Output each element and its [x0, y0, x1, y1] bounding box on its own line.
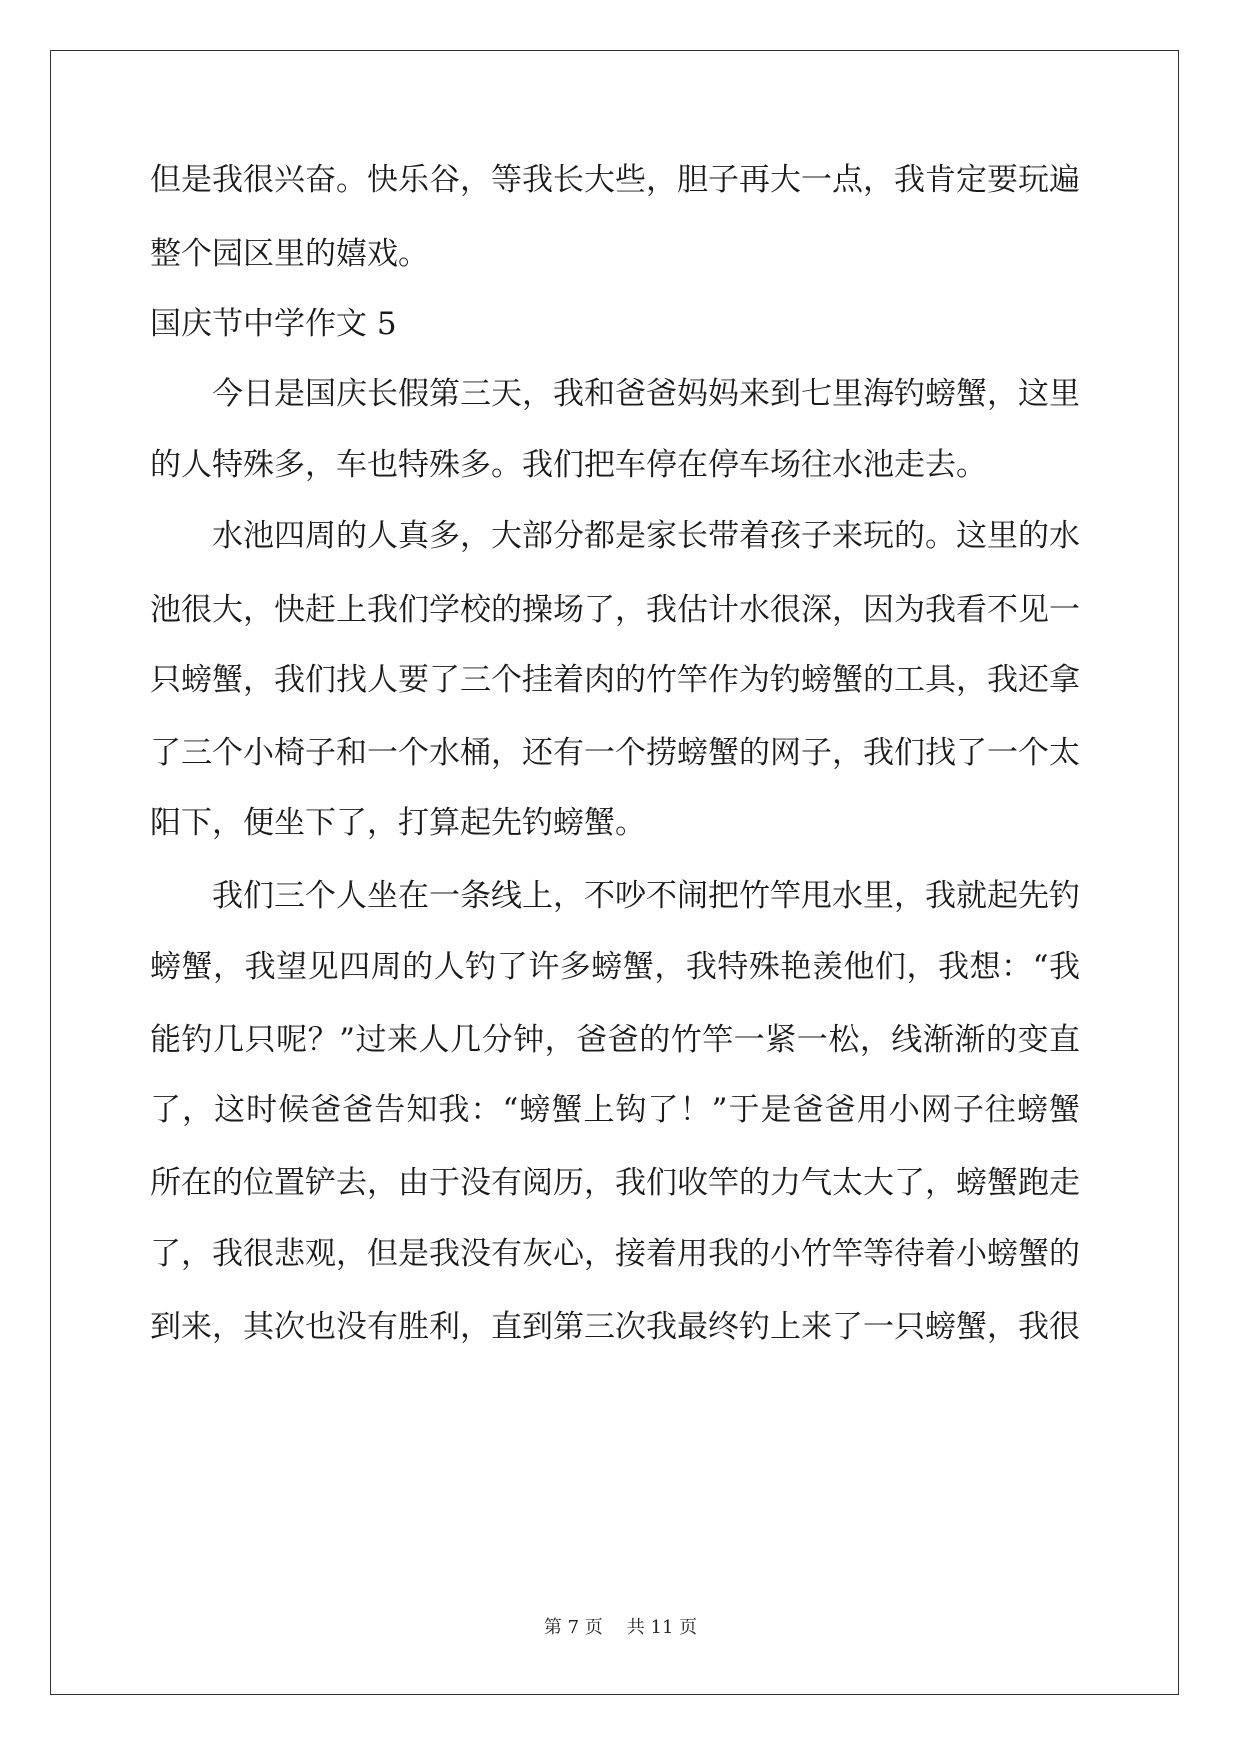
text-line: 整个园区里的嬉戏。	[150, 236, 429, 272]
page-total: 共 11 页	[626, 1617, 698, 1638]
text-line: 所在的位置铲去，由于没有阅历，我们收竿的力气太大了，螃蟹跑走	[150, 1165, 1080, 1201]
text-line: 只螃蟹，我们找人要了三个挂着肉的竹竿作为钓螃蟹的工具，我还拿	[150, 662, 1080, 698]
text-line: 了，我很悲观，但是我没有灰心，接着用我的小竹竿等待着小螃蟹的	[150, 1236, 1080, 1272]
text-line: 到来，其次也没有胜利，直到第三次我最终钓上来了一只螃蟹，我很	[150, 1309, 1080, 1345]
paragraph-start-line: 水池四周的人真多，大部分都是家长带着孩子来玩的。这里的水	[212, 518, 1080, 554]
text-line: 池很大，快赶上我们学校的操场了，我估计水很深，因为我看不见一	[150, 592, 1080, 628]
page-border	[50, 50, 1179, 1695]
text-line: 阳下，便坐下了，打算起先钓螃蟹。	[150, 805, 646, 841]
text-line: 但是我很兴奋。快乐谷，等我长大些，胆子再大一点，我肯定要玩遍	[150, 162, 1080, 198]
text-line: 了三个小椅子和一个水桶，还有一个捞螃蟹的网子，我们找了一个太	[150, 735, 1080, 771]
text-line: 螃蟹，我望见四周的人钓了许多螃蟹，我特殊艳羡他们，我想：“我	[150, 949, 1080, 985]
text-line: 的人特殊多，车也特殊多。我们把车停在停车场往水池走去。	[150, 447, 987, 483]
page-number: 第 7 页	[543, 1617, 603, 1638]
section-heading: 国庆节中学作文 5	[150, 306, 397, 342]
text-line: 能钓几只呢？”过来人几分钟，爸爸的竹竿一紧一松，线渐渐的变直	[150, 1022, 1080, 1058]
page-footer	[0, 1616, 1241, 1640]
paragraph-start-line: 我们三个人坐在一条线上，不吵不闹把竹竿甩水里，我就起先钓	[212, 878, 1080, 914]
text-line: 了，这时候爸爸告知我：“螃蟹上钩了！”于是爸爸用小网子往螃蟹	[150, 1092, 1080, 1128]
paragraph-start-line: 今日是国庆长假第三天，我和爸爸妈妈来到七里海钓螃蟹，这里	[212, 376, 1080, 412]
